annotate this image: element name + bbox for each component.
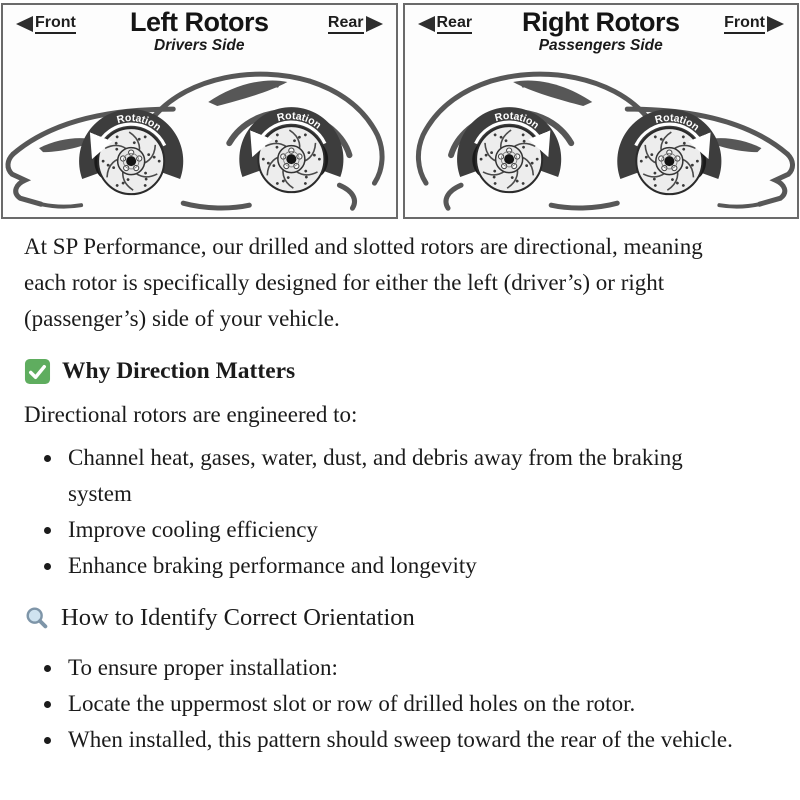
rotation-label: Rotation [115,112,164,134]
front-label-text: Front [35,14,76,34]
left-car-illustration [3,57,396,217]
bullet-item: • To ensure proper installation: [64,650,735,686]
rotation-label: Rotation [275,109,324,132]
bullet-item: • When installed, this pattern should sweep toward the rear of the vehicle. [64,722,735,758]
right-rotors-panel [403,3,800,219]
left-panel-header [3,5,396,57]
rotation-label: Rotation [653,112,701,134]
bullet-item: • Channel heat, gases, water, dust, and debris away from the braking system [64,440,735,512]
left-rotors-panel [1,3,398,219]
article-content [0,229,800,788]
rotor-direction-diagram [0,0,800,219]
right-arrow-icon [767,16,784,32]
panel-title: Left Rotors [130,7,269,37]
rear-direction-label [328,14,383,34]
panel-title: Right Rotors [522,7,680,37]
rear-label-text: Rear [437,14,473,34]
green-checkmark-icon [24,358,51,385]
right-car-illustration [405,57,798,217]
panel-subtitle: Drivers Side [154,37,245,54]
orientation-steps-list [24,650,735,758]
right-panel-header [405,5,798,57]
heading-text: How to Identify Correct Orientation [61,604,415,632]
bullet-item: • Improve cooling efficiency [64,512,735,548]
front-label-text: Front [724,14,765,34]
intro-paragraph: At SP Performance, our drilled and slotted rotors are directional, meaning each rotor is specifically designed for either the left (driver’s) or right (passenger’s) side of your vehicle. [24,234,703,332]
heading-text: Why Direction Matters [62,358,296,385]
lead-paragraph: Directional rotors are engineered to: [24,402,358,428]
why-direction-matters-heading [24,353,735,389]
magnifying-glass-icon [24,605,50,631]
benefits-list [24,440,735,584]
bullet-item: • Locate the uppermost slot or row of drilled holes on the rotor. [64,686,735,722]
rotation-label: Rotation [493,109,541,132]
front-direction-label [724,14,784,34]
panel-subtitle: Passengers Side [538,37,663,54]
identify-orientation-heading [24,600,735,636]
bullet-item: • Enhance braking performance and longevity [64,548,735,584]
right-arrow-icon [366,16,383,32]
rear-label-text: Rear [328,14,364,34]
